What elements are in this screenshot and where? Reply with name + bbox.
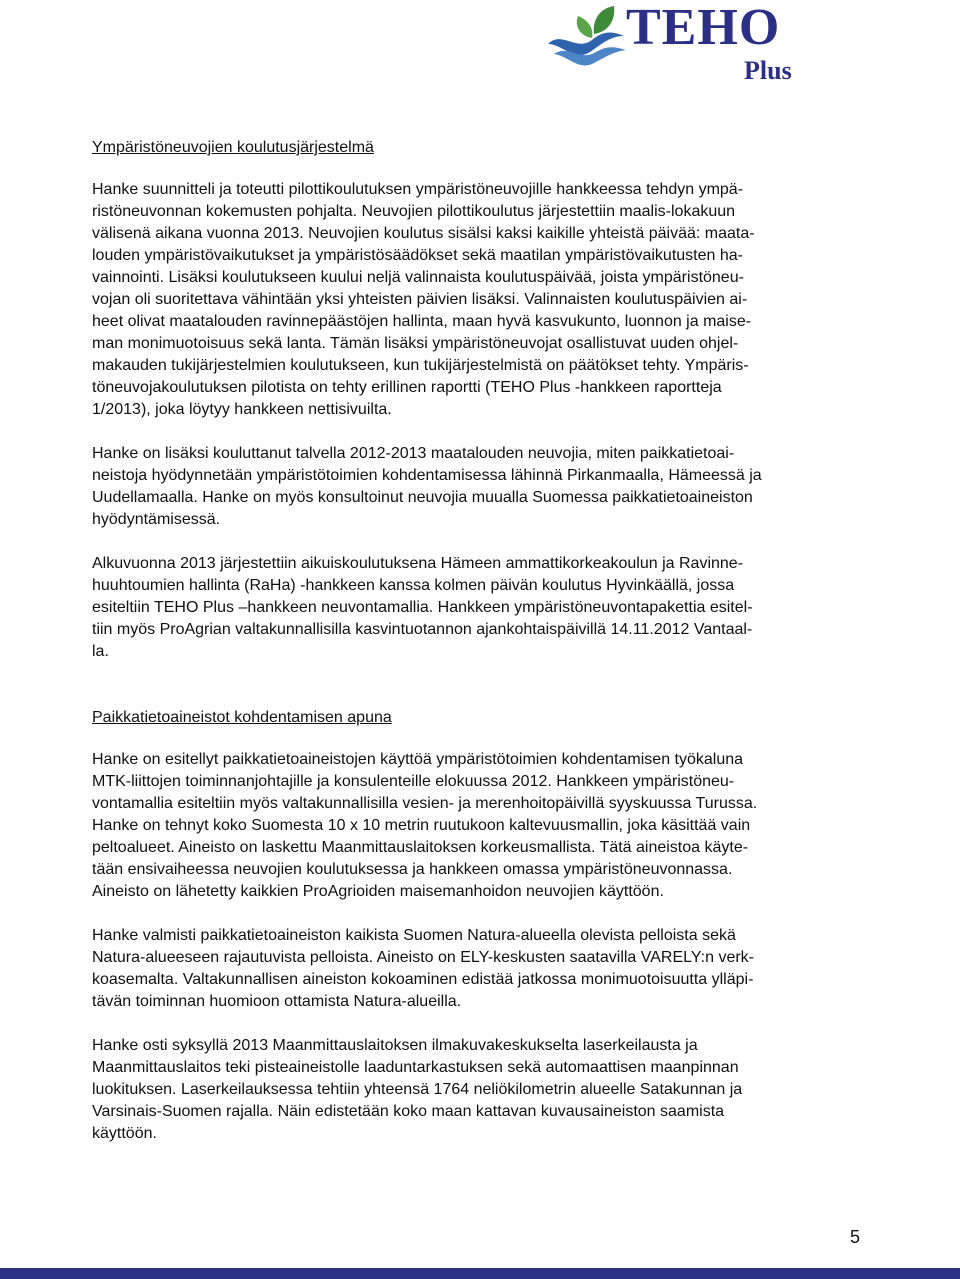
page-number: 5	[849, 1227, 860, 1247]
paragraph: Hanke osti syksyllä 2013 Maanmittauslaitoksen ilmakuvakeskukselta laserkeilausta ja Maanmittauslaitos teki pisteaineistolle laaduntarkastuksen sekä automaattisen maanpinnan luokituksen. Laserkeilauksessa tehtiin yhteensä 1764 neliökilometrin alueelle Satakunnan ja Varsinais-Suomen rajalla. Näin edistetään koko maan kattavan kuvausaineiston saamista käyttöön.	[92, 1037, 743, 1142]
paragraph: Hanke valmisti paikkatietoaineiston kaikista Suomen Natura-alueella olevista pelloista sekä Natura-alueeseen rajautuvista pelloista. Aineisto on ELY-keskusten saatavilla VARELY:n verk- koasemalta. Valtakunnallisen aineiston kokoaminen edistää jatkossa monimuotoisuutta ylläpi- tävän toiminnan huomioon ottamista Natura-alueilla.	[92, 927, 754, 1010]
document-body	[92, 137, 868, 1167]
teho-plus-logo	[540, 0, 820, 95]
footer-bar	[0, 1268, 960, 1279]
paragraph: Hanke on lisäksi kouluttanut talvella 2012-2013 maatalouden neuvojia, miten paikkatietoai- neistoja hyödynnetään ympäristötoimien kohdentamisessa lähinnä Pirkanmaalla, Hämeessä ja Uudellamaalla. Hanke on myös konsultoinut neuvojia muualla Suomessa paikkatietoaineiston hyödyntämisessä.	[92, 445, 762, 528]
section-heading-gis: Paikkatietoaineistot kohdentamisen apuna	[92, 709, 392, 726]
leaf-wave-logo-icon	[540, 0, 640, 95]
paragraph: Hanke suunnitteli ja toteutti pilottikoulutuksen ympäristöneuvojille hankkeessa tehdyn ympä- ristöneuvonnan kokemusten pohjalta. Neuvojien pilottikoulutus järjestettiin maalis-lokakuun välisenä aikana vuonna 2013. Neuvojien koulutus sisälsi kaksi kaikille yhteistä päivää: maata- louden ympäristövaikutukset ja ympäristösäädökset sekä maatilan ympäristövaikutusten ha- vainnointi. Lisäksi koulutukseen kuului neljä valinnaista koulutuspäivää, joista ympäristöneu- vojan oli suoritettava vähintään yksi yhteisten päivien lisäksi. Valinnaisten koulutuspäivien ai- heet olivat maatalouden ravinnepäästöjen hallinta, maan hyvä kasvukunto, luonnon ja maise- man monimuotoisuus sekä lanta. Tämän lisäksi ympäristöneuvojat osallistuvat uuden ohjel- makauden tukijärjestelmien koulutukseen, kun tukijärjestelmistä on päätökset tehty. Ympäris- töneuvojakoulutuksen pilotista on tehty erillinen raportti (TEHO Plus -hankkeen raportteja 1/2013), joka löytyy hankkeen nettisivuilta.	[92, 181, 755, 418]
paragraph: Hanke on esitellyt paikkatietoaineistojen käyttöä ympäristötoimien kohdentamisen työkaluna MTK-liittojen toiminnanjohtajille ja konsulenteille elokuussa 2012. Hankkeen ympäristöneu- vontamallia esiteltiin myös valtakunnallisilla vesien- ja merenhoitopäivillä syyskuussa Turussa. Hanke on tehnyt koko Suomesta 10 x 10 metrin ruutukoon kaltevuusmallin, joka käsittää vain peltoalueet. Aineisto on laskettu Maanmittauslaitoksen korkeusmallista. Tätä aineistoa käyte- tään ensivaiheessa neuvojien koulutuksessa ja hankkeen omassa ympäristöneuvonnassa. Aineisto on lähetetty kaikkien ProAgrioiden maisemanhoidon neuvojien käyttöön.	[92, 751, 758, 900]
logo-subtext: Plus	[744, 56, 792, 85]
section-heading-training: Ympäristöneuvojien koulutusjärjestelmä	[92, 139, 374, 156]
paragraph: Alkuvuonna 2013 järjestettiin aikuiskoulutuksena Hämeen ammattikorkeakoulun ja Ravinne- huuhtoumien hallinta (RaHa) -hankkeen kanssa kolmen päivän koulutus Hyvinkäällä, jossa esiteltiin TEHO Plus –hankkeen neuvontamallia. Hankkeen ympäristöneuvontapakettia esitel- tiin myös ProAgrian valtakunnallisilla kasvintuotannon ajankohtaispäivillä 14.11.2012 Vantaal- la.	[92, 555, 753, 660]
logo-wordmark: TEHO	[626, 0, 781, 56]
